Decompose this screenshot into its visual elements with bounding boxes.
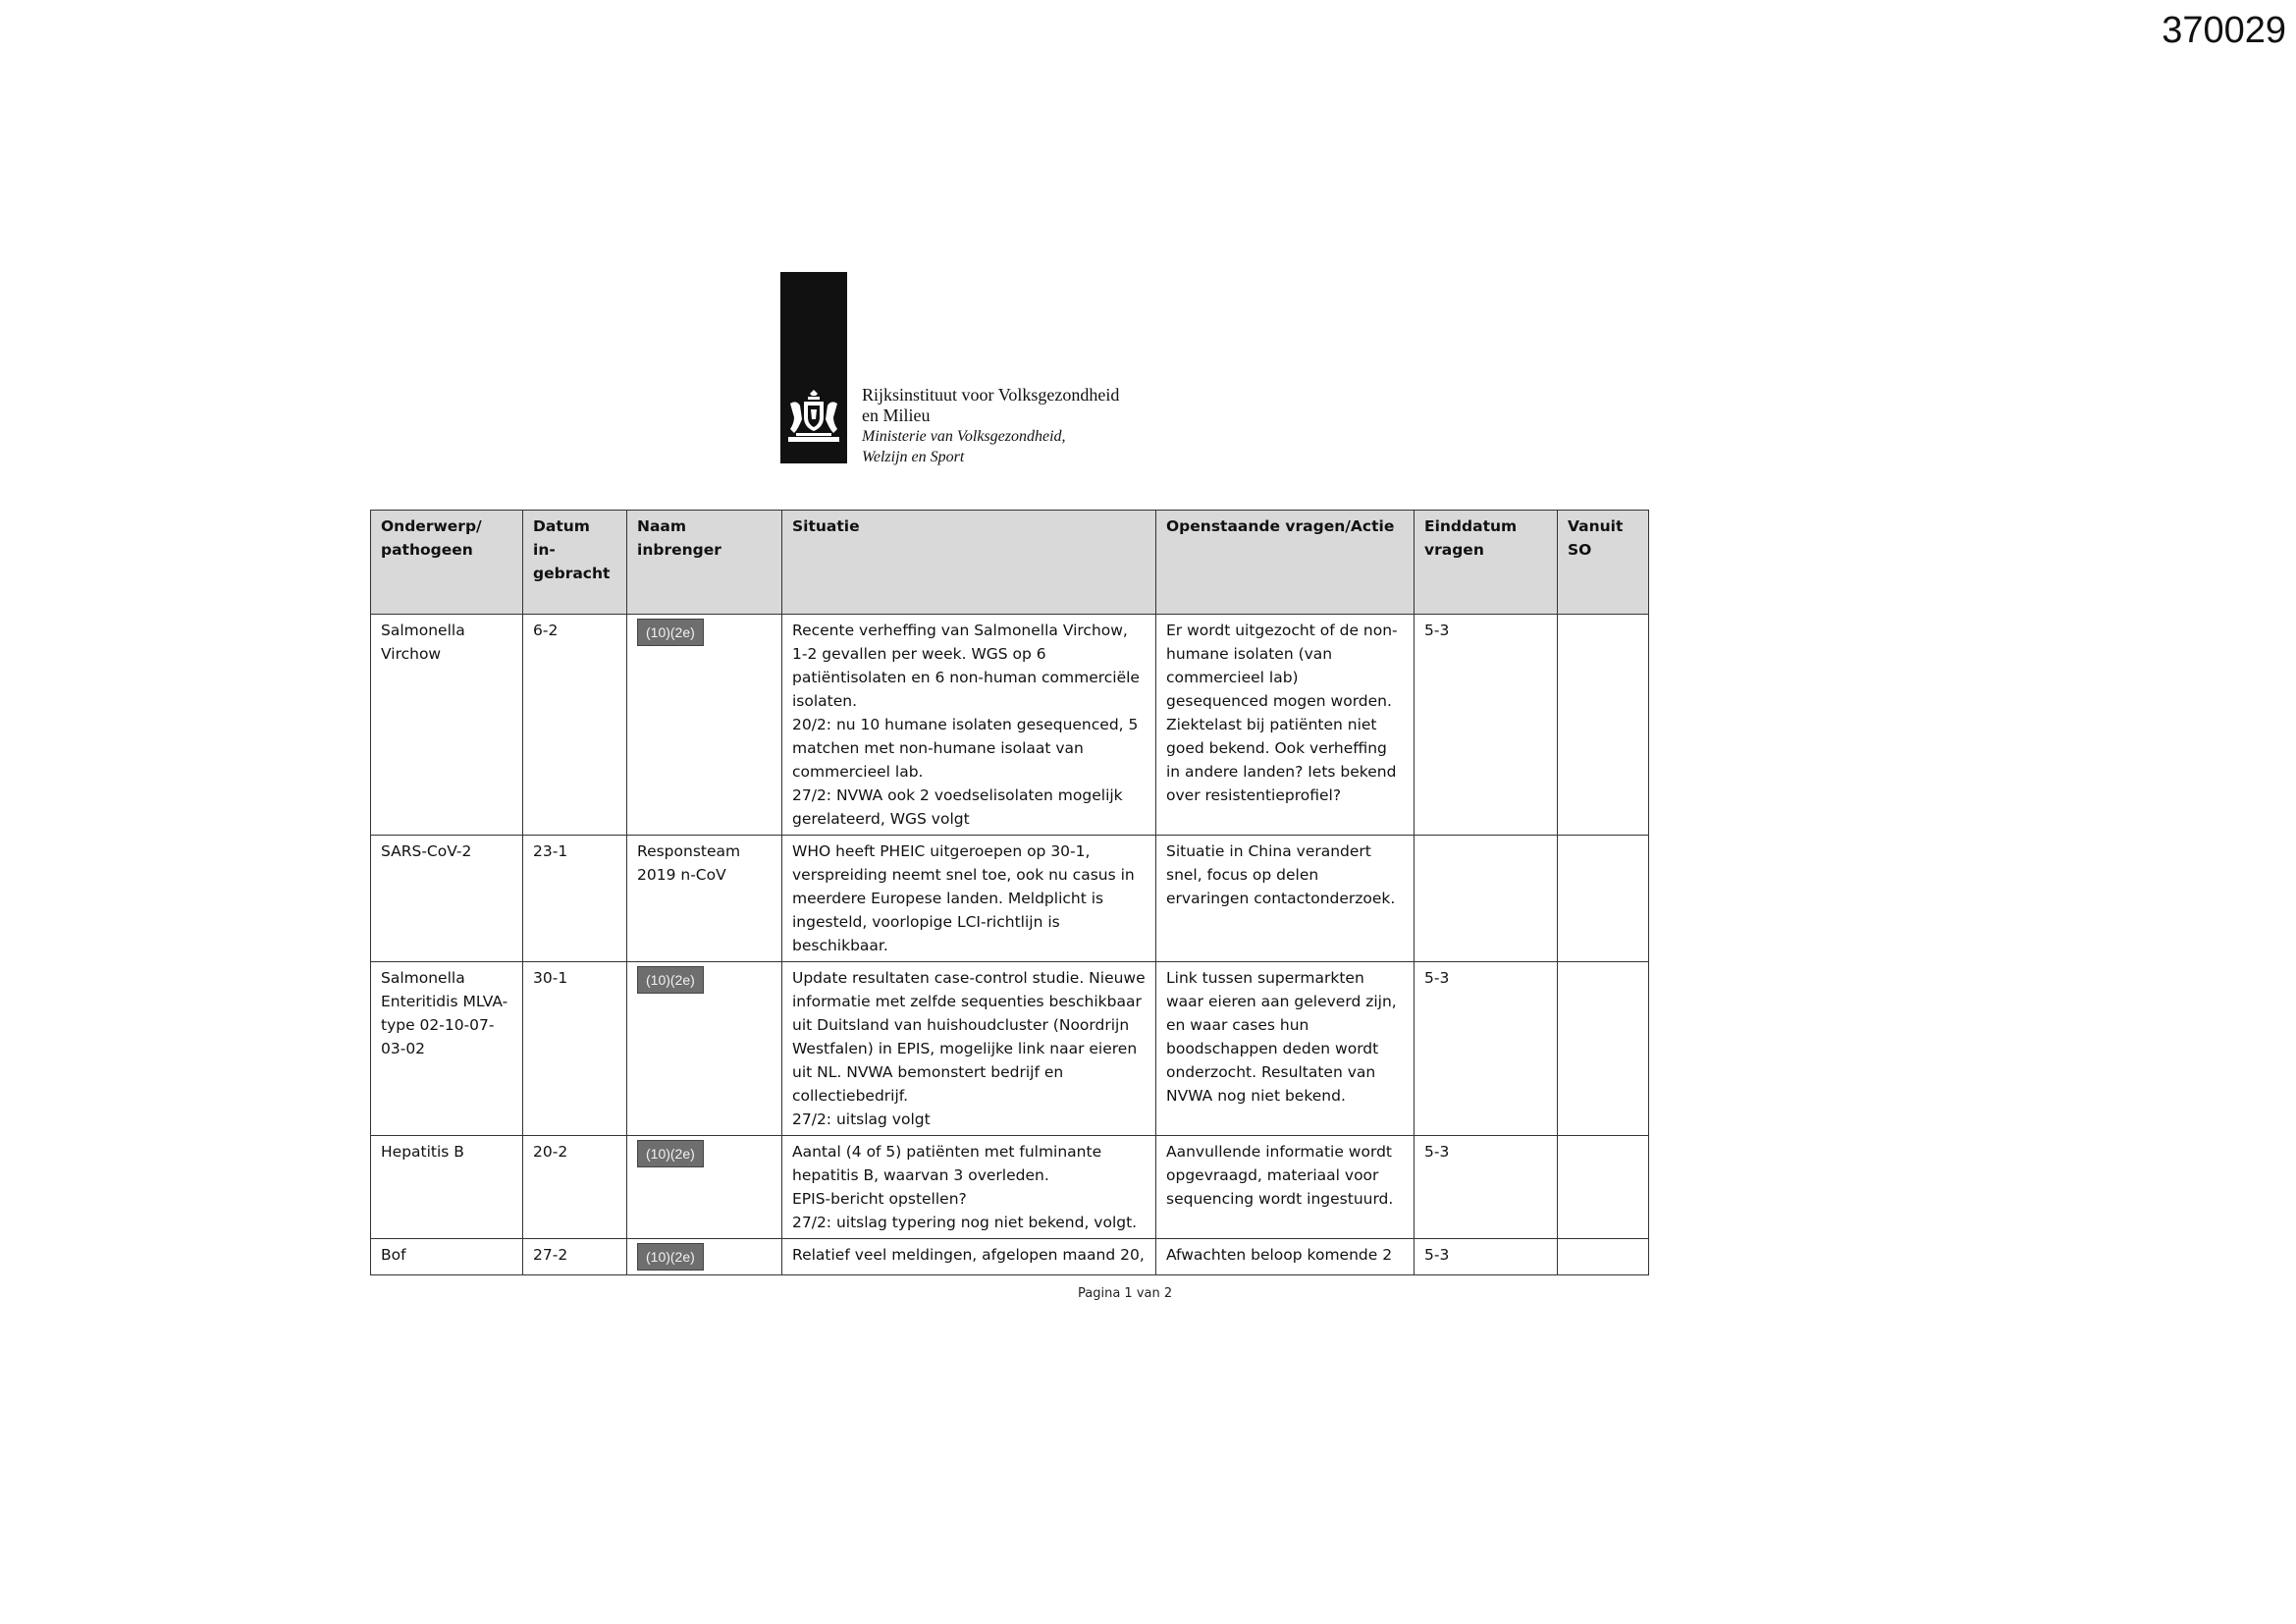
cell-datum: 27-2 [523,1239,627,1275]
table-row [371,615,1649,836]
cell-inbrenger [627,962,782,1136]
logo-line-milieu: en Milieu [862,406,931,425]
logo-text [862,385,1119,467]
situatie-text: Update resultaten case-control studie. Nieuwe informatie met zelfde sequenties beschikbaar uit Duitsland van huishoudcluster (Noordrijn Westfalen) in EPIS, mogelijke link naar eieren uit NL. NVWA bemonstert bedrijf en collectiebedrijf. 27/2: uitslag volgt [792,969,1146,1128]
table-header-row [371,511,1649,615]
redaction-box: (10)(2e) [637,619,704,646]
cell-vanuit-so [1558,615,1649,836]
page-footer: Pagina 1 van 2 [1078,1286,1173,1301]
cell-einddatum [1415,836,1558,962]
cell-vanuit-so [1558,962,1649,1136]
header-vragen: Openstaande vragen/Actie [1156,511,1415,615]
header-inbrenger: Naam inbrenger [627,511,782,615]
cell-onderwerp: Hepatitis B [371,1136,523,1239]
cell-einddatum: 5-3 [1415,1239,1558,1275]
cell-datum: 23-1 [523,836,627,962]
header-datum: Datum in-gebracht [523,511,627,615]
situatie-text: Recente verheffing van Salmonella Virchow, 1-2 gevallen per week. WGS op 6 patiëntisolaten en 6 non-human commerciële isolaten. 20/2: nu 10 humane isolaten gesequenced, 5 matchen met non-humane isolaat van commercieel lab. 27/2: NVWA ook 2 voedselisolaten mogelijk gerelateerd, WGS volgt [792,622,1140,828]
header-situatie: Situatie [782,511,1156,615]
logo-line-institute: Rijksinstituut voor Volksgezondheid [862,385,1120,405]
cell-inbrenger [627,1239,782,1275]
cell-situatie [782,962,1156,1136]
logo-line-ministry: Ministerie van Volksgezondheid, [862,428,1066,445]
cell-onderwerp: Salmonella Enteritidis MLVA-type 02-10-07-03-02 [371,962,523,1136]
cell-datum: 30-1 [523,962,627,1136]
table-row [371,836,1649,962]
table-row [371,962,1649,1136]
cell-onderwerp: Salmonella Virchow [371,615,523,836]
situatie-text: WHO heeft PHEIC uitgeroepen op 30-1, verspreiding neemt snel toe, ook nu casus in meerdere Europese landen. Meldplicht is ingesteld, voorlopige LCI-richtlijn is beschikbaar. [792,842,1135,954]
document-id: 370029 [2162,10,2286,51]
cell-vragen: Er wordt uitgezocht of de non-humane isolaten (van commercieel lab) gesequenced mogen worden. Ziektelast bij patiënten niet goed bekend. Ook verheffing in andere landen? Iets bekend over resistentieprofiel? [1156,615,1415,836]
coat-of-arms-icon [786,390,841,449]
overview-table [370,510,1649,1275]
redaction-box: (10)(2e) [637,1243,704,1271]
cell-datum: 6-2 [523,615,627,836]
header-onderwerp: Onderwerp/ pathogeen [371,511,523,615]
cell-vragen: Afwachten beloop komende 2 [1156,1239,1415,1275]
logo-bar [780,272,847,463]
cell-vanuit-so [1558,836,1649,962]
cell-onderwerp: SARS-CoV-2 [371,836,523,962]
cell-einddatum: 5-3 [1415,962,1558,1136]
cell-inbrenger [627,1136,782,1239]
cell-situatie [782,836,1156,962]
cell-situatie [782,1239,1156,1275]
cell-inbrenger [627,615,782,836]
logo-line-welzijn: Welzijn en Sport [862,449,965,465]
cell-einddatum: 5-3 [1415,615,1558,836]
cell-vragen: Situatie in China verandert snel, focus op delen ervaringen contactonderzoek. [1156,836,1415,962]
cell-vanuit-so [1558,1239,1649,1275]
cell-einddatum: 5-3 [1415,1136,1558,1239]
table-row [371,1136,1649,1239]
cell-inbrenger: Responsteam 2019 n-CoV [627,836,782,962]
redaction-box: (10)(2e) [637,1140,704,1167]
cell-datum: 20-2 [523,1136,627,1239]
header-einddatum: Einddatum vragen [1415,511,1558,615]
table-row [371,1239,1649,1275]
cell-vanuit-so [1558,1136,1649,1239]
situatie-text: Aantal (4 of 5) patiënten met fulminante hepatitis B, waarvan 3 overleden. EPIS-bericht opstellen? 27/2: uitslag typering nog niet bekend, volgt. [792,1143,1138,1231]
cell-vragen: Link tussen supermarkten waar eieren aan geleverd zijn, en waar cases hun boodschappen deden wordt onderzocht. Resultaten van NVWA nog niet bekend. [1156,962,1415,1136]
cell-situatie [782,1136,1156,1239]
redaction-box: (10)(2e) [637,966,704,994]
cell-situatie [782,615,1156,836]
cell-onderwerp: Bof [371,1239,523,1275]
situatie-text: Relatief veel meldingen, afgelopen maand 20, [792,1246,1145,1264]
header-vanuit-so: Vanuit SO [1558,511,1649,615]
cell-vragen: Aanvullende informatie wordt opgevraagd, materiaal voor sequencing wordt ingestuurd. [1156,1136,1415,1239]
